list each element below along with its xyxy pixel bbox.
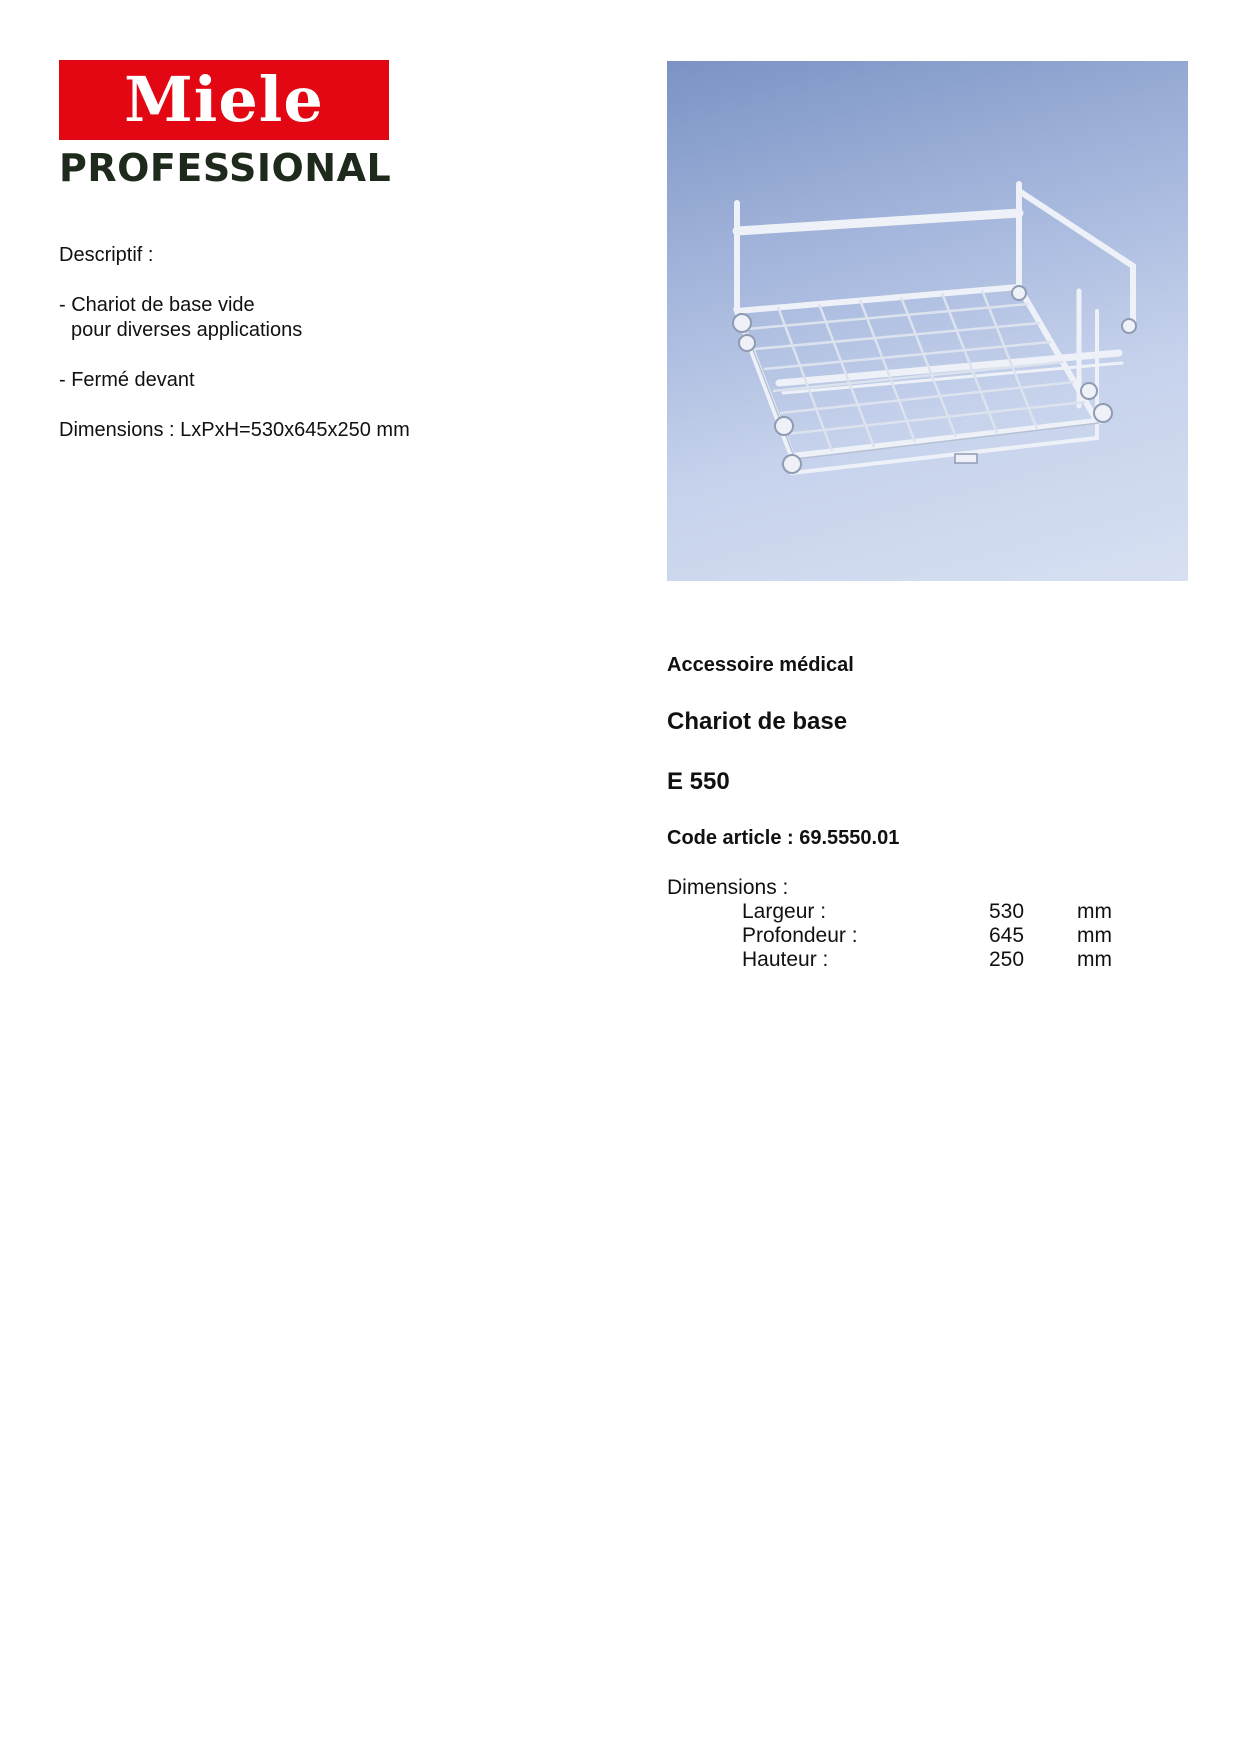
dimension-value: 645 <box>989 924 1025 947</box>
dimension-row-depth <box>742 924 1142 948</box>
dimension-label: Profondeur : <box>742 924 858 947</box>
miele-professional-logo <box>59 60 392 190</box>
product-photo <box>667 61 1188 581</box>
description-bullet-2: - Fermé devant <box>59 369 195 391</box>
dimension-unit: mm <box>1077 924 1112 947</box>
dimension-unit: mm <box>1077 900 1112 923</box>
dimension-label: Largeur : <box>742 900 827 923</box>
dimension-value: 530 <box>989 900 1025 923</box>
description-bullet-1: - Chariot de base vide <box>59 294 255 316</box>
dimension-row-width <box>742 900 1142 924</box>
product-code: Code article : 69.5550.01 <box>667 827 900 849</box>
dimension-label: Hauteur : <box>742 948 829 971</box>
dimension-row-height <box>742 948 1142 972</box>
dimension-unit: mm <box>1077 948 1112 971</box>
description-dimensions: Dimensions : LxPxH=530x645x250 mm <box>59 419 410 441</box>
dimension-value: 250 <box>989 948 1025 971</box>
dimensions-label: Dimensions : <box>667 876 789 899</box>
logo-subtitle: PROFESSIONAL <box>59 146 392 190</box>
description-bullet-1-cont: pour diverses applications <box>71 319 303 341</box>
product-model: E 550 <box>667 768 730 795</box>
description-heading: Descriptif : <box>59 244 154 266</box>
wire-basket-illustration <box>667 61 1188 581</box>
product-name: Chariot de base <box>667 708 848 735</box>
logo-brand: Miele <box>124 63 324 136</box>
logo-red-band <box>59 60 389 140</box>
product-category: Accessoire médical <box>667 654 854 676</box>
